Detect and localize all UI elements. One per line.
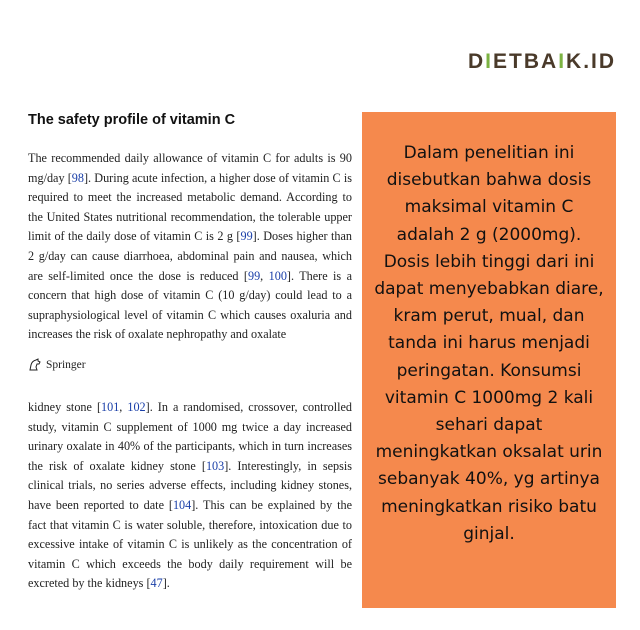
citation-link[interactable]: 102	[127, 400, 146, 414]
citation-link[interactable]: 104	[172, 497, 192, 512]
brand-middle: ETBA	[493, 50, 559, 73]
text-run: ]. In a randomised, crossover, controlled study, vitamin C supplement of 1000 mg twice a day increased urinary oxalate in 40% of the participants, which in turn increases the risk of oxalate kidney stone [	[28, 400, 352, 473]
summary-callout	[362, 112, 616, 608]
springer-horse-icon	[28, 358, 42, 372]
text-run: ].	[162, 576, 170, 591]
text-run: ,	[260, 268, 269, 283]
text-run: ]. This can be explained by the fact that vitamin C is water soluble, therefore, intoxication due to excessive intake of vitamin C is unlikely as the concentration of vitamin C which exceeds the body daily requirement will be excreted by the kidneys [	[28, 497, 353, 591]
citation-link[interactable]: 100	[268, 268, 287, 283]
brand-prefix: D	[468, 50, 486, 73]
text-run: ]. There is a concern that high dose of vitamin C (10 g/day) could lead to a supraphysiological level of vitamin C which causes oxaluria and increases the risk of oxalate nephropathy and oxalate	[28, 268, 352, 342]
brand-suffix: K.ID	[566, 50, 617, 73]
callout-text: Dalam penelitian ini disebutkan bahwa dosis maksimal vitamin C adalah 2 g (2000mg). Dosis lebih tinggi dari ini dapat menyebabkan diare, kram perut, mual, dan tanda ini harus menjadi peringatan. Konsumsi vitamin C 1000mg 2 kali sehari dapat meningkatkan oksalat urin sebanyak 40%, yg artinya meningkatkan risiko batu ginjal.	[374, 143, 604, 544]
citation-link[interactable]: 99	[247, 268, 261, 283]
text-run: ]. Interestingly, in sepsis clinical trials, no series adverse effects, including kidney stones, have been reported to date [	[28, 458, 353, 512]
brand-leaf-letter: I	[485, 50, 494, 73]
citation-link[interactable]: 98	[71, 170, 84, 185]
text-run: kidney stone [	[28, 400, 101, 414]
citation-link[interactable]: 99	[240, 229, 253, 244]
text-run: The recommended daily allowance of vitamin C for adults is 90 mg/day [	[28, 151, 352, 185]
text-run: ]. During acute infection, a higher dose of vitamin C is required to meet the increased metabolic demand. According to the United States nutritional recommendation, the tolerable upper limit of the daily dose of vitamin C is 2 g [	[28, 170, 352, 244]
citation-link[interactable]: 103	[205, 458, 225, 473]
brand-logo	[468, 48, 618, 76]
text-run: ,	[119, 400, 128, 414]
text-run: ]. Doses higher than 2 g/day can cause diarrhoea, abdominal pain and nausea, which are self-limited once the dose is reduced [	[28, 229, 352, 283]
brand-leaf-letter-2: I	[558, 50, 567, 73]
citation-link[interactable]: 47	[150, 576, 163, 591]
article-paragraph-1	[28, 149, 352, 345]
publisher-mark	[28, 356, 86, 374]
citation-link[interactable]: 101	[101, 400, 120, 414]
article-paragraph-2	[28, 398, 352, 594]
article-heading: The safety profile of vitamin C	[28, 112, 236, 128]
publisher-name: Springer	[46, 359, 86, 371]
